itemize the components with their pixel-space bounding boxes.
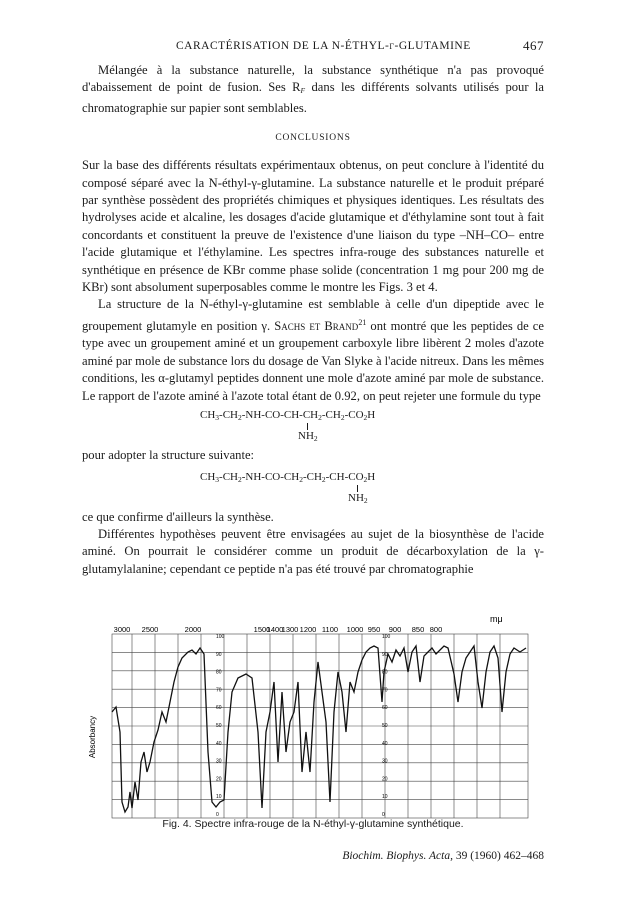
- transmittance-scale-label: 80: [216, 669, 222, 676]
- transmittance-scale-label: 20: [216, 776, 222, 783]
- paragraph-2: Sur la base des différents résultats expérimentaux obtenus, on peut conclure à l'identité du composé séparé avec la N-éthyl-γ-glutamine. La substance naturelle et le produit préparé par synthèse possèdent des propriétés chimiques et physiques identiques. Les résultats des hydrolyses acide et alcaline, les dosages d'acide glutamique et d'éthylamine sont tout à fait concordants et constituent la preuve de l'existence d'une liaison du type –NH–CO– entre l'acide glutamique et l'éthylamine. Les spectres infra-rouge des substances naturelle et synthétique en présence de KBr comme phase solide (concentration 1 mg pour 200 mg de KBr) sont absolument superposables comme le montre les Figs. 3 et 4.: [82, 158, 544, 295]
- transmittance-scale-label: 60: [382, 705, 388, 712]
- wavenumber-tick-label: 2000: [184, 625, 202, 634]
- reference-number: 21: [358, 317, 367, 327]
- wavenumber-tick-label: 1400: [266, 625, 284, 634]
- running-header: [82, 38, 544, 58]
- transmittance-scale-label: 60: [216, 705, 222, 712]
- wavenumber-tick-label: 1200: [299, 625, 317, 634]
- figure-caption: Fig. 4. Spectre infra-rouge de la N-éthyl-γ-glutamine synthétique.: [162, 818, 464, 830]
- transmittance-scale-label: 30: [216, 758, 222, 765]
- wavenumber-tick-label: 950: [367, 625, 381, 634]
- paragraph-4: pour adopter la structure suivante:: [82, 448, 255, 463]
- transmittance-scale-label: 70: [216, 687, 222, 694]
- wavenumber-tick-label: 800: [429, 625, 443, 634]
- wavenumber-tick-label: 850: [411, 625, 425, 634]
- paragraph-1: Mélangée à la substance naturelle, la substance synthétique n'a pas provoqué d'abaissement de point de fusion. Ses $R_F$ dans les différents solvants utilisés pour la chromatographie sur papier sont semblables.: [82, 63, 544, 115]
- transmittance-scale-label: 40: [382, 740, 388, 747]
- transmittance-scale-label: 10: [382, 794, 388, 801]
- y-axis-label: Absorbancy: [88, 715, 97, 759]
- transmittance-scale-label: 90: [216, 651, 222, 658]
- running-title: CARACTÉRISATION DE LA N-ÉTHYL-γ-GLUTAMINE: [176, 40, 471, 52]
- transmittance-scale-label: 20: [382, 776, 388, 783]
- transmittance-scale-label: 100: [216, 634, 225, 640]
- wavenumber-tick-label: 3000: [113, 625, 131, 634]
- unit-label: mμ: [490, 614, 503, 624]
- author-names: Sachs et Brand: [274, 319, 359, 334]
- page-body: [82, 38, 544, 578]
- paragraph-6: Différentes hypothèses peuvent être envisagées au sujet de la biosynthèse de l'acide aminé. On pourrait le considérer comme un produit de décarboxylation de la γ-glutamylalanine; cependant ce peptide n'a pas été trouvé par chromatographie: [82, 526, 544, 576]
- transmittance-scale-label: 100: [382, 634, 391, 640]
- transmittance-scale-label: 50: [216, 723, 222, 729]
- wavenumber-tick-label: 1000: [346, 625, 364, 634]
- page-number: 467: [523, 38, 544, 53]
- paragraph-3: La structure de la N-éthyl-γ-glutamine est semblable à celle d'un dipeptide avec le groupement glutamyle en position γ. Sachs et Brand$^{21}$ ont montré que les peptides de ce type avec un groupement aminé et un groupement carboxyle libre libèrent 2 moles d'azote aminé par mole de substance lors du dosage de Van Slyke à l'acide nitreux. Dans les mêmes conditions, les α-glutamyl peptides donnent une mole d'azote aminé par mole de substance. Le rapport de l'azote aminé à l'azote total étant de 0.92, on peut rejeter une formule du type: [82, 297, 544, 403]
- transmittance-scale-label: 50: [382, 723, 388, 729]
- section-title: CONCLUSIONS: [275, 133, 351, 144]
- transmittance-scale-label: 10: [216, 794, 222, 801]
- formula-adopted: $CH_3-CH_2-NH-CO-CH_2-CH_2-CH-CO_2H$ $NH_2$: [200, 470, 376, 505]
- ir-spectrum-figure: [88, 612, 542, 822]
- wavenumber-tick-label: 1500: [253, 625, 271, 634]
- formula-rejected: $CH_3-CH_2-NH-CO-CH-CH_2-CH_2-CO_2H$ $NH_2$: [200, 409, 376, 444]
- transmittance-scale-label: 0: [216, 812, 219, 818]
- transmittance-scale-label: 30: [382, 758, 388, 765]
- journal-citation: Biochim. Biophys. Acta, 39 (1960) 462–468: [342, 850, 544, 862]
- wavenumber-tick-label: 900: [388, 625, 402, 634]
- wavenumber-tick-label: 1100: [321, 625, 339, 634]
- transmittance-scale-label: 80: [382, 669, 388, 676]
- wavenumber-tick-label: 1300: [281, 625, 299, 634]
- wavenumber-tick-label: 2500: [141, 625, 159, 634]
- transmittance-scale-label: 40: [216, 740, 222, 747]
- transmittance-scale-label: 0: [382, 812, 385, 818]
- transmittance-scale-label: 90: [382, 651, 388, 658]
- ir-spectrum-plot: [88, 612, 542, 822]
- transmittance-scale-label: 70: [382, 687, 388, 694]
- paragraph-5: ce que confirme d'ailleurs la synthèse.: [82, 509, 274, 524]
